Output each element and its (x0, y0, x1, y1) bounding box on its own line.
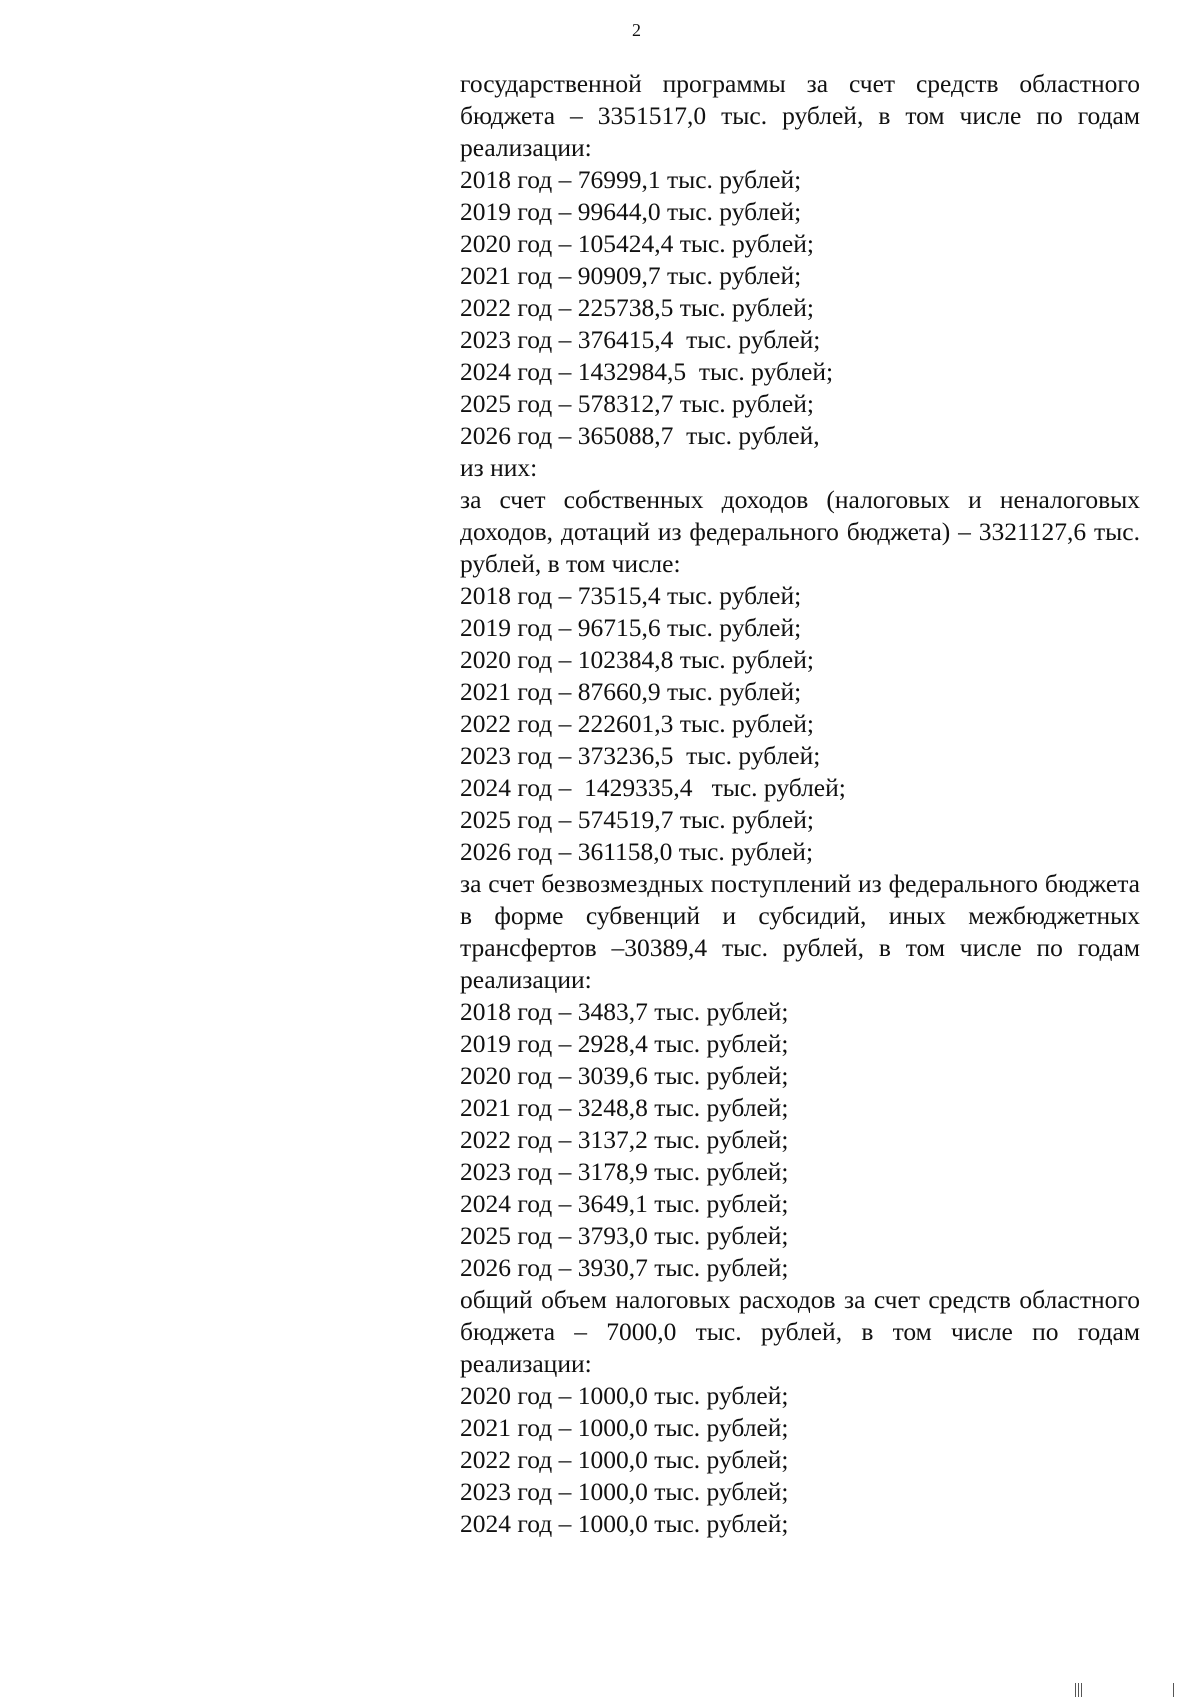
year-line: 2019 год – 99644,0 тыс. рублей; (460, 197, 802, 226)
year-line: 2020 год – 102384,8 тыс. рублей; (460, 645, 814, 674)
year-line: 2019 год – 2928,4 тыс. рублей; (460, 1029, 789, 1058)
year-line: 2019 год – 96715,6 тыс. рублей; (460, 613, 802, 642)
year-line: 2026 год – 3930,7 тыс. рублей; (460, 1253, 789, 1282)
year-line: 2025 год – 574519,7 тыс. рублей; (460, 805, 814, 834)
year-line: 2023 год – 3178,9 тыс. рублей; (460, 1157, 789, 1186)
year-line: 2018 год – 3483,7 тыс. рублей; (460, 997, 789, 1026)
year-line: 2018 год – 76999,1 тыс. рублей; (460, 165, 802, 194)
year-line: 2021 год – 87660,9 тыс. рублей; (460, 677, 802, 706)
year-line: 2020 год – 3039,6 тыс. рублей; (460, 1061, 789, 1090)
year-line: 2024 год – 3649,1 тыс. рублей; (460, 1189, 789, 1218)
year-line: 2021 год – 90909,7 тыс. рублей; (460, 261, 802, 290)
year-line: 2022 год – 225738,5 тыс. рублей; (460, 293, 814, 322)
section4-year-list (460, 1380, 1140, 1540)
year-line: 2023 год – 373236,5 тыс. рублей; (460, 741, 821, 770)
year-line: 2024 год – 1000,0 тыс. рублей; (460, 1509, 789, 1538)
year-line: 2025 год – 578312,7 тыс. рублей; (460, 389, 814, 418)
page-number: 2 (632, 20, 641, 40)
year-line: 2020 год – 1000,0 тыс. рублей; (460, 1381, 789, 1410)
scan-edge-marks (1075, 1679, 1185, 1697)
year-line: 2020 год – 105424,4 тыс. рублей; (460, 229, 814, 258)
year-line: 2022 год – 3137,2 тыс. рублей; (460, 1125, 789, 1154)
intro-paragraph: государственной программы за счет средств областного бюджета – 3351517,0 тыс. рублей, в том числе по годам реализации: (460, 69, 1140, 162)
year-line: 2023 год – 1000,0 тыс. рублей; (460, 1477, 789, 1506)
year-line: 2022 год – 222601,3 тыс. рублей; (460, 709, 814, 738)
section1-year-list (460, 164, 1140, 452)
tax-expenses-paragraph: общий объем налоговых расходов за счет средств областного бюджета – 7000,0 тыс. рублей, в том числе по годам реализации: (460, 1285, 1140, 1378)
year-line: 2022 год – 1000,0 тыс. рублей; (460, 1445, 789, 1474)
of-them-line: из них: (460, 453, 538, 482)
year-line: 2024 год – 1432984,5 тыс. рублей; (460, 357, 834, 386)
section2-year-list (460, 580, 1140, 868)
year-line: 2021 год – 3248,8 тыс. рублей; (460, 1093, 789, 1122)
own-income-paragraph: за счет собственных доходов (налоговых и неналоговых доходов, дотаций из федерального бюджета) – 3321127,6 тыс. рублей, в том числе: (460, 485, 1140, 578)
year-line: 2023 год – 376415,4 тыс. рублей; (460, 325, 821, 354)
year-line: 2025 год – 3793,0 тыс. рублей; (460, 1221, 789, 1250)
year-line: 2018 год – 73515,4 тыс. рублей; (460, 581, 802, 610)
year-line: 2026 год – 361158,0 тыс. рублей; (460, 837, 814, 866)
document-body (460, 68, 1140, 1540)
federal-paragraph: за счет безвозмездных поступлений из федерального бюджета в форме субвенций и субсидий, иных межбюджетных трансфертов –30389,4 тыс. рублей, в том числе по годам реализации: (460, 869, 1140, 994)
section3-year-list (460, 996, 1140, 1284)
year-line: 2026 год – 365088,7 тыс. рублей, (460, 421, 820, 450)
year-line: 2021 год – 1000,0 тыс. рублей; (460, 1413, 789, 1442)
year-line: 2024 год – 1429335,4 тыс. рублей; (460, 773, 846, 802)
